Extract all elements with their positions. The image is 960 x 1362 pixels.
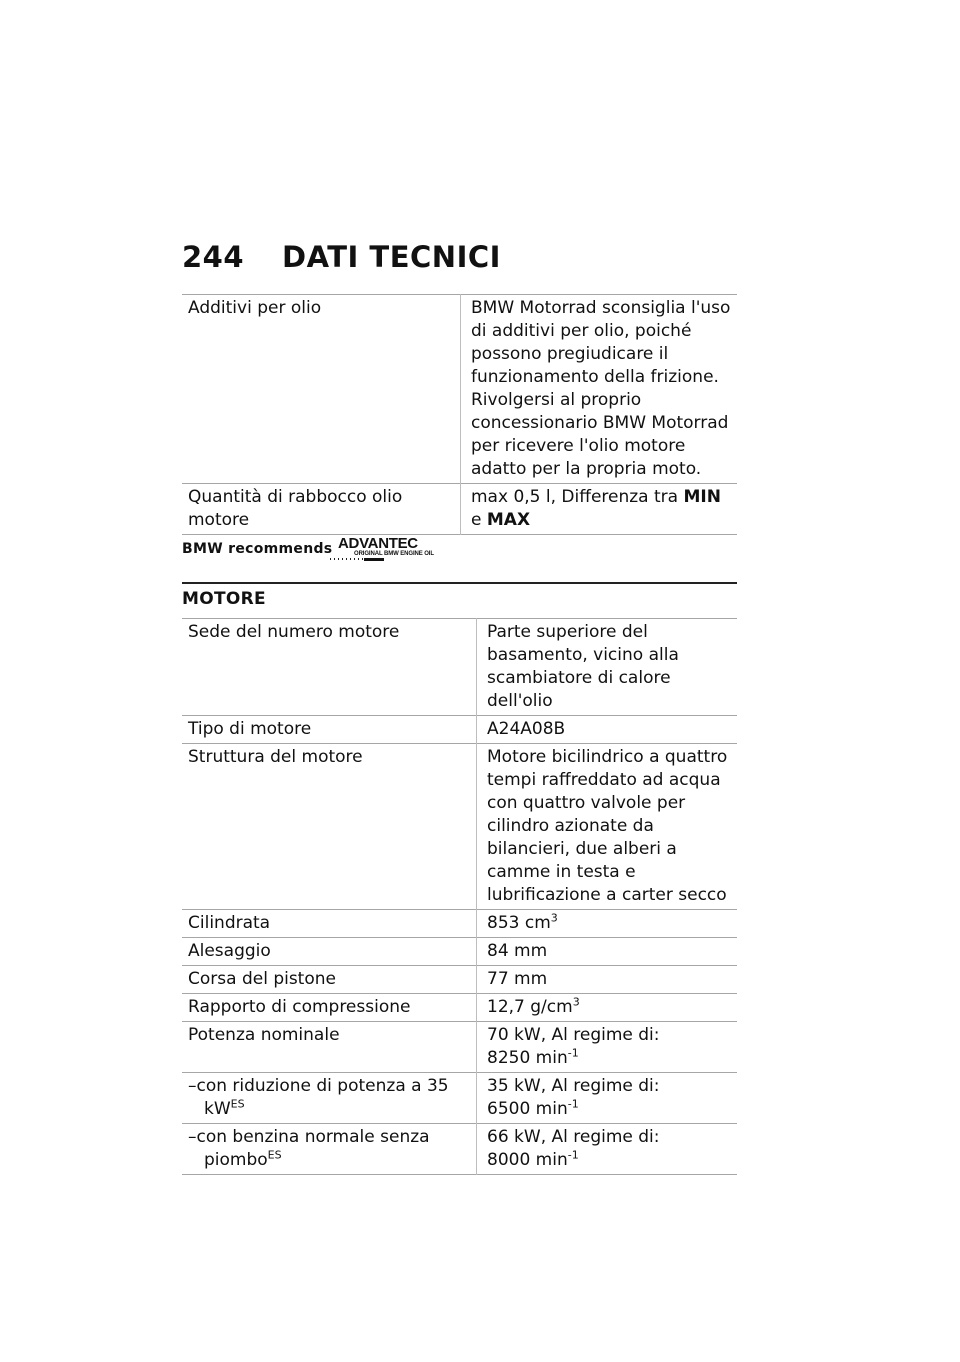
row-key: Tipo di motore xyxy=(188,719,312,739)
max-label: MAX xyxy=(486,510,531,530)
table-row xyxy=(182,994,737,1022)
row-key: Corsa del pistone xyxy=(188,969,336,989)
row-key: Sede del numero motore xyxy=(188,622,400,642)
bmw-recommends xyxy=(182,537,742,567)
table-row xyxy=(182,716,737,744)
section-divider xyxy=(182,582,737,584)
row-value: max 0,5 l, Differenza tra MIN e MAX xyxy=(461,484,738,535)
row-key: Potenza nominale xyxy=(188,1025,340,1045)
row-value: Parte superiore del basamento, vicino alla scambiatore di calore dell'olio xyxy=(477,619,738,716)
row-value: 35 kW, Al regime di: 6500 $\min^{-1}$ xyxy=(477,1073,738,1124)
page-header xyxy=(182,240,742,280)
row-value: 84 mm xyxy=(477,938,738,966)
page-number: 244 xyxy=(182,240,245,274)
row-value: 853 $cm^3$ xyxy=(477,910,738,938)
table-row xyxy=(182,966,737,994)
table-row xyxy=(182,619,737,716)
page-title: DATI TECNICI xyxy=(282,240,501,274)
advantec-logo xyxy=(328,537,438,565)
row-key: –con benzina normale senza piombo$^{ES}$ xyxy=(188,1127,430,1170)
logo-bar xyxy=(364,558,384,561)
table-row xyxy=(182,1124,737,1175)
min-label: MIN xyxy=(683,487,721,507)
table-row xyxy=(182,1022,737,1073)
row-key: –con riduzione di potenza a 35 $kW^{ES}$ xyxy=(188,1076,449,1119)
row-value: 70 kW, Al regime di: 8250 $\min^{-1}$ xyxy=(477,1022,738,1073)
row-value: A24A08B xyxy=(477,716,738,744)
row-key: Struttura del motore xyxy=(188,747,363,767)
row-value: BMW Motorrad sconsiglia l'uso di additivi per olio, poiché possono pregiudicare il funzionamento della frizione. Rivolgersi al proprio concessionario BMW Motorrad per ricevere l'olio motore adatto per la propria moto. xyxy=(461,295,738,484)
recommends-text: BMW recommends xyxy=(182,541,333,557)
table-row xyxy=(182,1073,737,1124)
row-value: 12,7 $g/cm^3$ xyxy=(477,994,738,1022)
engine-spec-table xyxy=(182,618,737,1175)
table-row xyxy=(182,295,737,484)
table-row xyxy=(182,744,737,910)
row-value: 77 mm xyxy=(477,966,738,994)
row-key: Cilindrata xyxy=(188,913,271,933)
oil-spec-table xyxy=(182,294,737,535)
row-value: Motore bicilindrico a quattro tempi raffreddato ad acqua con quattro valvole per cilindro azionate da bilancieri, due alberi a camme in testa e lubrificazione a carter secco xyxy=(477,744,738,910)
section-title: MOTORE xyxy=(182,589,266,609)
row-key: Rapporto di compressione xyxy=(188,997,411,1017)
logo-subtext: ORIGINAL BMW ENGINE OIL xyxy=(354,551,434,557)
table-row xyxy=(182,484,737,535)
table-row xyxy=(182,938,737,966)
logo-brand: ADVANTEC xyxy=(338,535,418,552)
row-key: Quantità di rabbocco olio motore xyxy=(188,487,403,530)
row-key: Alesaggio xyxy=(188,941,271,961)
row-key: Additivi per olio xyxy=(188,298,322,318)
row-value: 66 kW, Al regime di: 8000 $\min^{-1}$ xyxy=(477,1124,738,1175)
table-row xyxy=(182,910,737,938)
